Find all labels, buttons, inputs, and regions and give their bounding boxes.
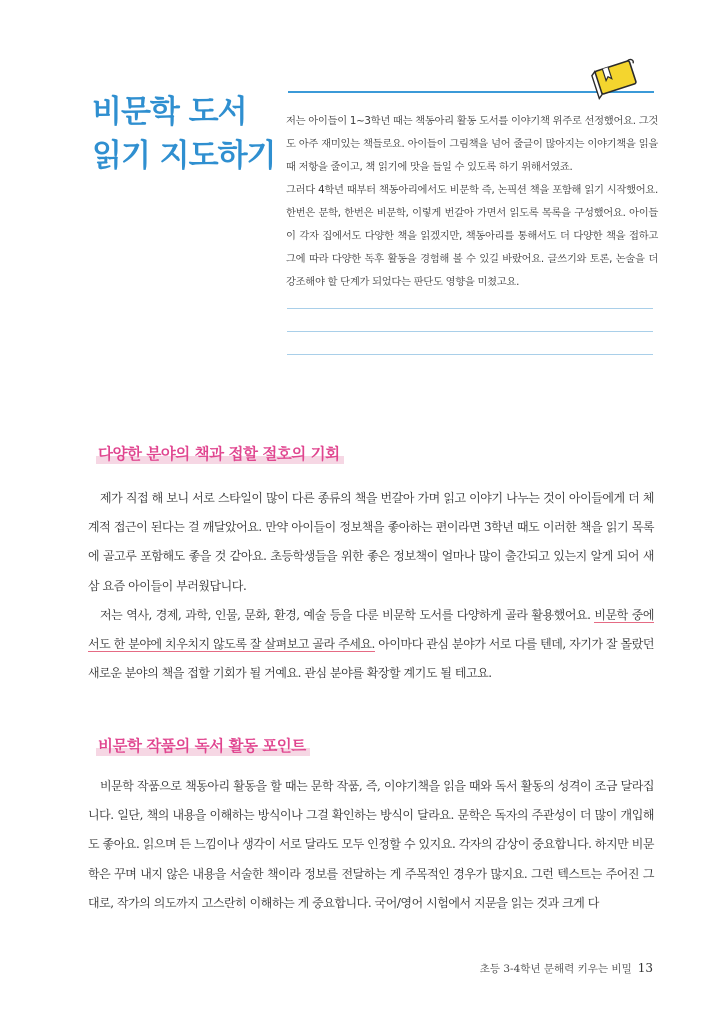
paragraph-2-end: 아이마다 관심 분야가 서로 다를 텐데, 자기가 잘 몰랐던 새로운 분야의 책을 접할 기회가 될 거예요. 관심 분야를 확장할 계기도 될 테고요. [88, 637, 654, 681]
page-footer [480, 961, 653, 976]
page-number: 13 [637, 961, 653, 975]
note-line [287, 308, 653, 309]
section-1-body [88, 484, 654, 688]
section-1-paragraph-2 [88, 601, 654, 689]
page-title-line1: 비문학 도서 [92, 94, 247, 130]
intro-paragraph-1: 저는 아이들이 1~3학년 때는 책동아리 활동 도서를 이야기책 위주로 선정했어요. 그것도 아주 재미있는 책들로요. 아이들이 그림책을 넘어 줄글이 많아지는 이야기책을 읽을 때 저항을 줄이고, 책 읽기에 맛을 들일 수 있도록 하기 위해서였죠. [286, 115, 658, 173]
underlined-advice: 비문학 중에서도 한 분야에 치우치지 않도록 잘 살펴보고 골라 주세요. [88, 607, 655, 652]
page-title [92, 90, 275, 178]
section-2-paragraph-1: 비문학 작품으로 책동아리 활동을 할 때는 문학 작품, 즉, 이야기책을 읽을 때와 독서 활동의 성격이 조금 달라집니다. 일단, 책의 내용을 이해하는 방식이나 그걸 확인하는 방식이 달라요. 문학은 독자의 주관성이 더 많이 개입해도 좋아요. 읽으며 든 느낌이나 생각이 서로 달라도 모두 인정할 수 있지요. 각자의 감상이 중요합니다. 하지만 비문학은 꾸며 내지 않은 내용을 서술한 책이라 정보를 전달하는 게 주목적인 경우가 많지요. 그런 텍스트는 주어진 그대로, 작가의 의도까지 고스란히 이해하는 게 중요합니다. 국어/영어 시험에서 지문을 읽는 것과 크게 다 [88, 779, 654, 910]
intro-paragraph-2: 그러다 4학년 때부터 책동아리에서도 비문학 즉, 논픽션 책을 포함해 읽기 시작했어요. 한번은 문학, 한번은 비문학, 이렇게 번갈아 가면서 읽도록 목록을 구성했어요. 아이들이 각자 집에서도 다양한 책을 읽겠지만, 책동아리를 통해서도 더 다양한 책을 접하고 그에 따라 다양한 독후 활동을 경험해 볼 수 있길 바랐어요. 글쓰기와 토론, 논술을 더 강조해야 할 단계가 되었다는 판단도 영향을 미쳤고요. [286, 184, 658, 288]
section-1-paragraph-1: 제가 직접 해 보니 서로 스타일이 많이 다른 종류의 책을 번갈아 가며 읽고 이야기 나누는 것이 아이들에게 더 체계적 접근이 된다는 걸 깨달았어요. 만약 아이들이 정보책을 좋아하는 편이라면 3학년 때도 이러한 책을 읽기 목록에 골고루 포함해도 좋을 것 같아요. 초등학생들을 위한 좋은 정보책이 얼마나 많이 출간되고 있는지 알게 되어 새삼 요즘 아이들이 부러웠답니다. [88, 491, 654, 593]
note-line [287, 331, 653, 332]
open-book-icon [584, 56, 644, 102]
page-title-line2: 읽기 지도하기 [92, 138, 276, 174]
intro-text [286, 110, 658, 294]
footer-book-title: 초등 3-4학년 문해력 키우는 비밀 [479, 963, 632, 975]
section-heading-1: 다양한 분야의 책과 접할 절호의 기회 [98, 442, 340, 464]
section-heading-2: 비문학 작품의 독서 활동 포인트 [98, 734, 306, 756]
paragraph-2-start: 저는 역사, 경제, 과학, 인물, 문화, 환경, 예술 등을 다룬 비문학 도서를 다양하게 골라 활용했어요. [100, 607, 595, 622]
section-2-body [88, 772, 654, 918]
note-line [287, 354, 653, 355]
